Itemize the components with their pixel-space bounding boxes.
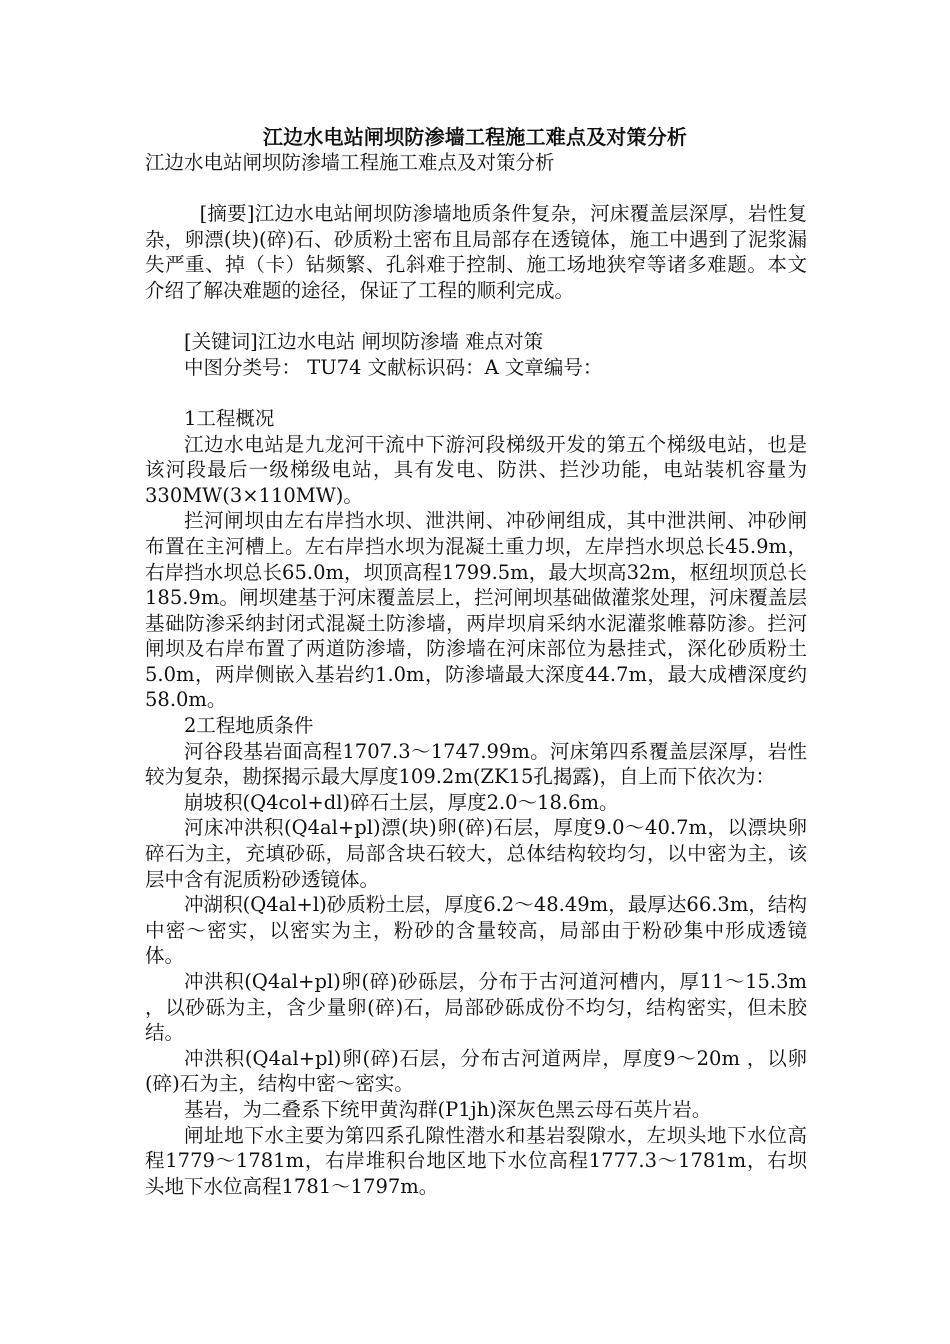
spacer: [145, 304, 807, 330]
section-1-paragraph: 江边水电站是九龙河干流中下游河段梯级开发的第五个梯级电站，也是该河段最后一级梯级电站，具有发电、防洪、拦沙功能，电站装机容量为330MW(3×110MW)。: [145, 432, 807, 507]
section-2-heading: 2工程地质条件: [184, 714, 314, 738]
document-body: [145, 150, 807, 1199]
document-subtitle: 江边水电站闸坝防渗墙工程施工难点及对策分析: [145, 151, 555, 174]
section-2-paragraph: 冲洪积(Q4al+pl)卵(碎)砂砾层，分布于古河道河槽内，厚11～15.3m ，以砂砾为主，含少量卵(碎)石，局部砂砾成份不均匀，结构密实，但未胶结。: [145, 970, 807, 1045]
section-2-paragraph: 基岩，为二叠系下统甲黄沟群(P1jh)深灰色黑云母石英片岩。: [184, 1097, 712, 1121]
abstract-paragraph: [摘要]江边水电站闸坝防渗墙地质条件复杂，河床覆盖层深厚，岩性复杂，卵漂(块)(碎)石、砂质粉土密布且局部存在透镜体，施工中遇到了泥浆漏失严重、掉（卡）钻频繁、孔斜难于控制、施工场地狭窄等诸多难题。本文介绍了解决难题的途径，保证了工程的顺利完成。: [145, 202, 807, 302]
keywords-line: [关键词]江边水电站 闸坝防渗墙 难点对策: [184, 330, 544, 354]
section-2-paragraph: 冲湖积(Q4al+l)砂质粉土层，厚度6.2～48.49m，最厚达66.3m，结构中密～密实，以密实为主，粉砂的含量较高，局部由于粉砂集中形成透镜体。: [145, 893, 807, 968]
section-1-heading: 1工程概况: [184, 406, 275, 430]
section-2-paragraph: 河床冲洪积(Q4al+pl)漂(块)卵(碎)石层，厚度9.0～40.7m，以漂块卵碎石为主，充填砂砾，局部含块石较大，总体结构较均匀，以中密为主，该层中含有泥质粉砂透镜体。: [145, 816, 807, 891]
classification-line: 中图分类号： TU74 文献标识码：A 文章编号：: [184, 355, 603, 379]
section-2-paragraph: 闸址地下水主要为第四系孔隙性潜水和基岩裂隙水，左坝头地下水位高程1779～1781m，右岸堆积台地区地下水位高程1777.3～1781m，右坝头地下水位高程1781～1797m。: [145, 1123, 807, 1198]
spacer: [145, 176, 807, 202]
spacer: [145, 380, 807, 406]
section-1-paragraph: 拦河闸坝由左右岸挡水坝、泄洪闸、冲砂闸组成，其中泄洪闸、冲砂闸布置在主河槽上。左右岸挡水坝为混凝土重力坝，左岸挡水坝总长45.9m，右岸挡水坝总长65.0m，坝顶高程1799.5m，最大坝高32m，枢纽坝顶总长185.9m。闸坝建基于河床覆盖层上，拦河闸坝基础做灌浆处理，河床覆盖层基础防渗采纳封闭式混凝土防渗墙，两岸坝肩采纳水泥灌浆帷幕防渗。拦河闸坝及右岸布置了两道防渗墙，防渗墙在河床部位为悬挂式，深化砂质粉土5.0m，两岸侧嵌入基岩约1.0m，防渗墙最大深度44.7m，最大成槽深度约58.0m。: [145, 509, 807, 712]
section-2-paragraph: 河谷段基岩面高程1707.3～1747.99m。河床第四系覆盖层深厚，岩性较为复杂，勘探揭示最大厚度109.2m(ZK15孔揭露)，自上而下依次为：: [145, 739, 807, 789]
section-2-paragraph: 冲洪积(Q4al+pl)卵(碎)石层，分布古河道两岸，厚度9～20m ，以卵(碎)石为主，结构中密～密实。: [145, 1046, 807, 1096]
document-title: 江边水电站闸坝防渗墙工程施工难点及对策分析: [262, 125, 688, 149]
section-2-paragraph: 崩坡积(Q4col+dl)碎石土层，厚度2.0～18.6m。: [184, 790, 619, 814]
